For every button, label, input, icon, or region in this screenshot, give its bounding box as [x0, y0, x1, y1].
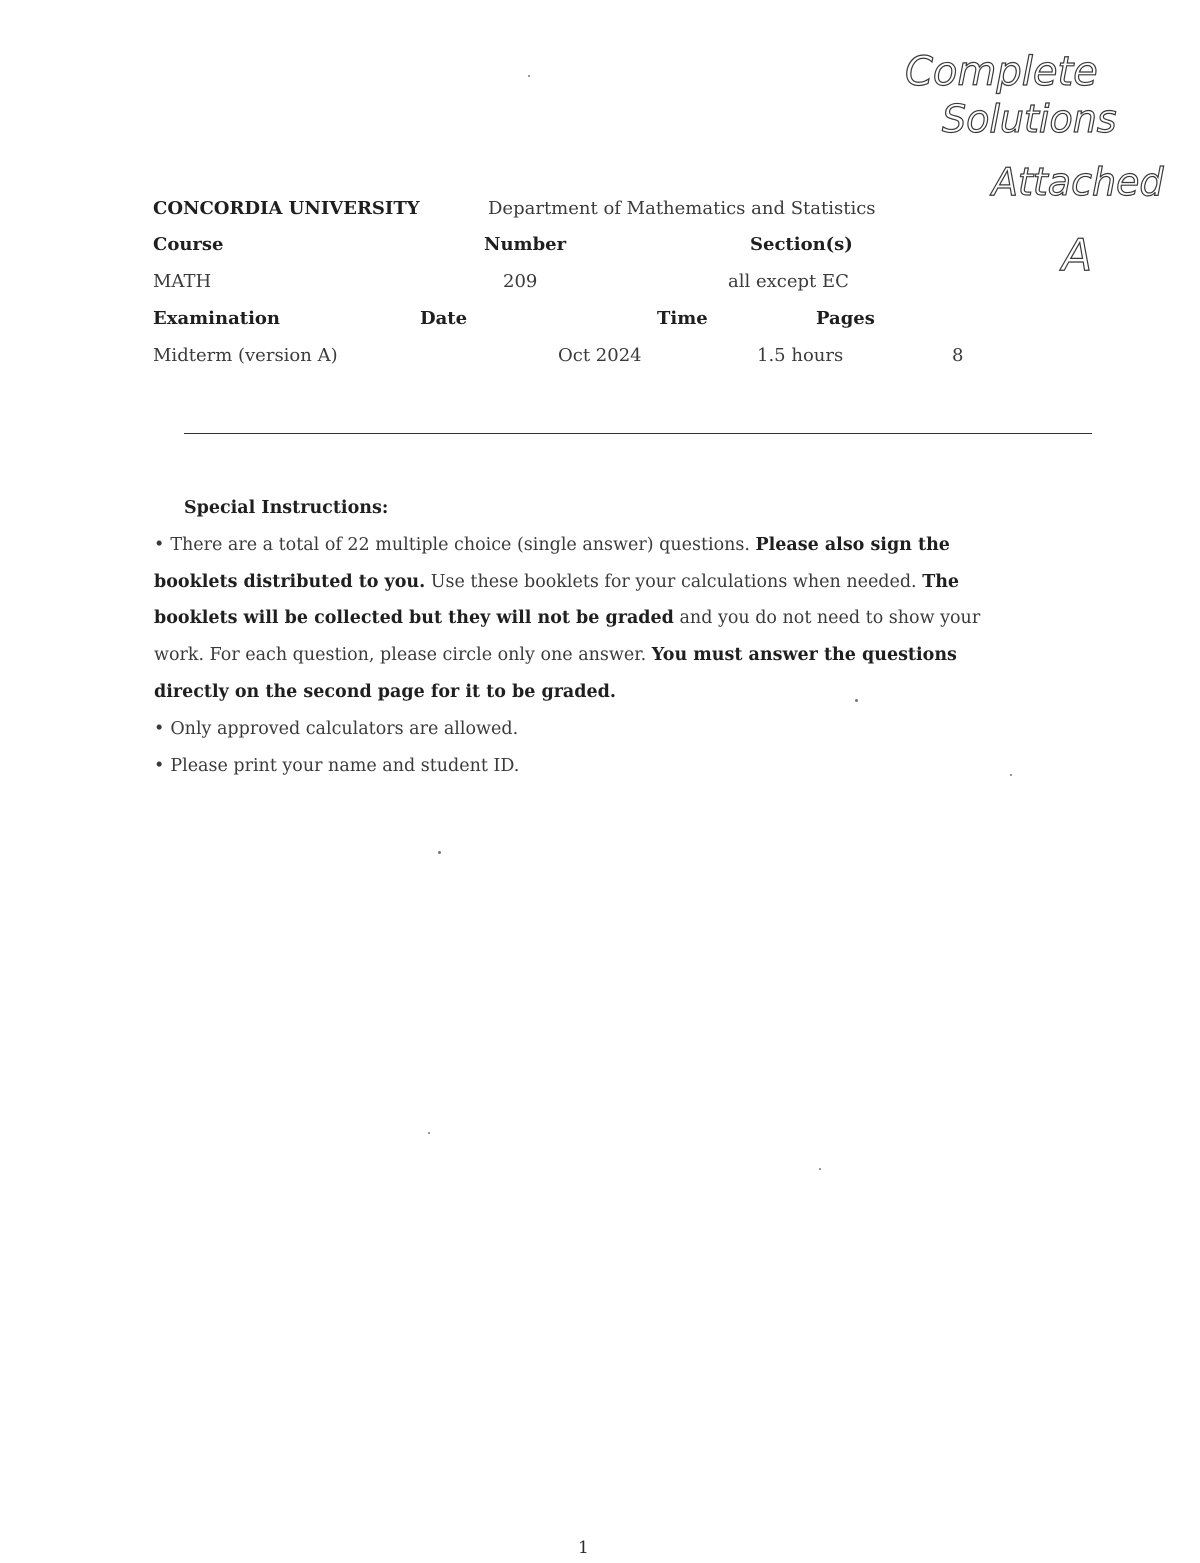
- value-date: Oct 2024: [558, 345, 642, 366]
- label-course: Course: [153, 234, 224, 255]
- handwritten-note-drawing: [900, 40, 1164, 281]
- special-instructions: [154, 490, 1004, 784]
- label-date: Date: [420, 308, 468, 329]
- value-examination: Midterm (version A): [153, 345, 338, 366]
- department-name: Department of Mathematics and Statistics: [488, 198, 876, 219]
- label-number: Number: [484, 234, 567, 255]
- label-pages: Pages: [816, 308, 875, 329]
- instruction-1-part-e: and you do not need to show your work. For each question, please circle only one answer.: [154, 608, 981, 666]
- value-course: MATH: [153, 271, 212, 292]
- instruction-2-text: Only approved calculators are allowed.: [170, 718, 519, 739]
- handwritten-line-3: Attached: [992, 160, 1164, 204]
- instruction-item-1: [154, 527, 1004, 711]
- bullet-icon: •: [154, 755, 165, 776]
- instruction-item-2: [154, 711, 1004, 748]
- instruction-1-part-f: You must answer the questions directly on the second page for it to be graded.: [154, 645, 957, 702]
- instructions-title: Special Instructions:: [184, 498, 389, 518]
- handwritten-version-mark: A: [1062, 230, 1093, 281]
- value-number: 209: [503, 271, 538, 292]
- instruction-3-text: Please print your name and student ID.: [170, 755, 520, 776]
- instruction-1-part-a: There are a total of 22 multiple choice (single answer) questions.: [170, 534, 756, 555]
- value-time: 1.5 hours: [757, 345, 844, 366]
- instruction-1-part-b: Please also sign the booklets distributed to you.: [154, 534, 950, 592]
- scan-speck: [528, 75, 530, 77]
- handwritten-line-2: Solutions: [942, 97, 1117, 141]
- label-examination: Examination: [153, 308, 280, 329]
- label-time: Time: [657, 308, 708, 329]
- instruction-1-part-d: The booklets will be collected but they will not be graded: [154, 571, 960, 629]
- scan-speck: [438, 851, 441, 854]
- instruction-1-part-c: Use these booklets for your calculations when needed.: [425, 571, 923, 592]
- bullet-icon: •: [154, 534, 165, 555]
- scan-speck: [1010, 774, 1012, 776]
- scan-speck: [855, 699, 858, 702]
- handwritten-line-1: Complete: [905, 49, 1098, 95]
- label-sections: Section(s): [750, 234, 853, 255]
- page-number: 1: [578, 1538, 589, 1558]
- scan-speck: [819, 1168, 821, 1170]
- scan-speck: [428, 1132, 430, 1134]
- bullet-icon: •: [154, 718, 165, 739]
- instruction-item-3: [154, 748, 1004, 785]
- university-name: CONCORDIA UNIVERSITY: [153, 198, 420, 219]
- handwritten-note: [900, 40, 1164, 281]
- value-pages: 8: [952, 345, 964, 366]
- value-sections: all except EC: [728, 271, 849, 292]
- header-divider: [184, 433, 1092, 434]
